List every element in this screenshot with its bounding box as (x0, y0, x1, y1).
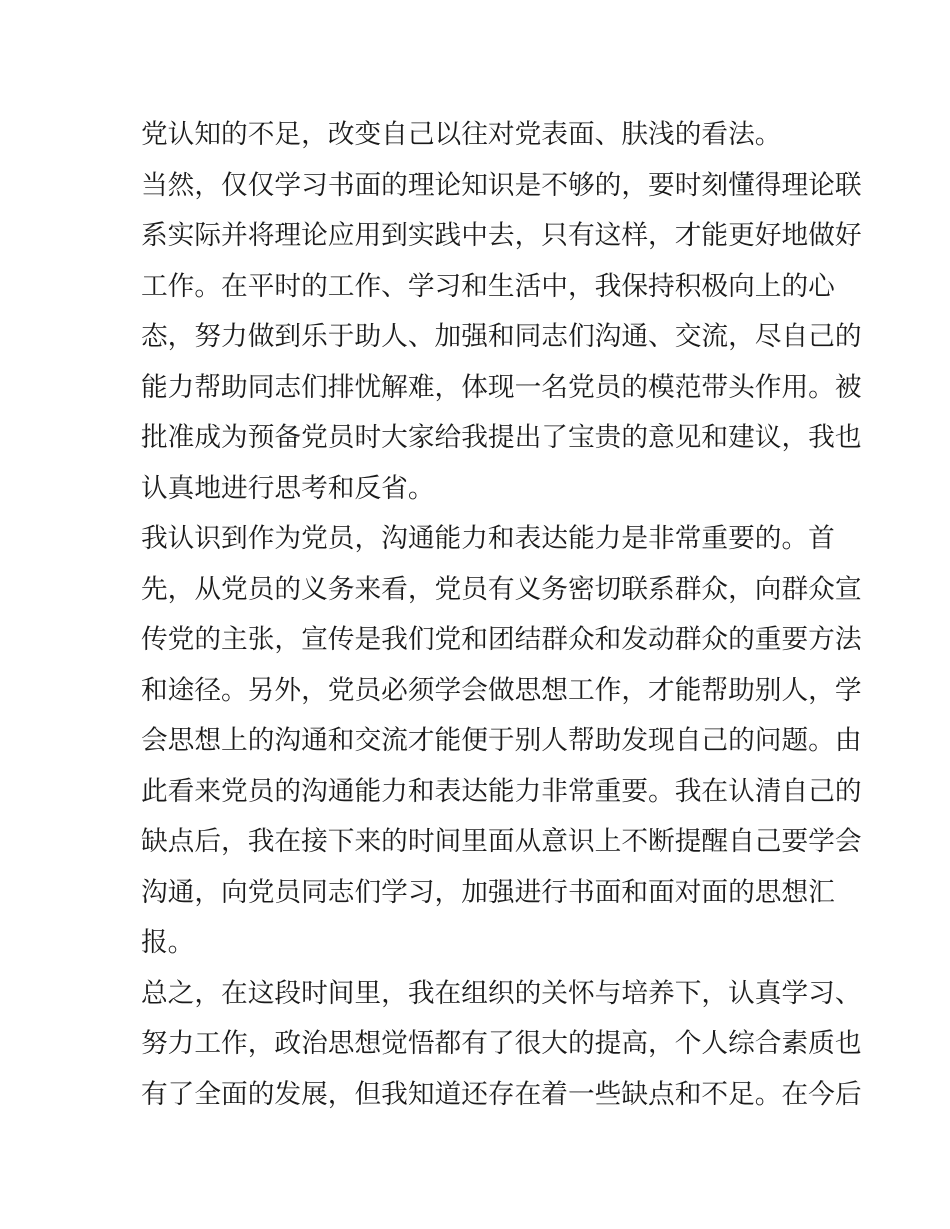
text-line: 和途径。另外，党员必须学会做思想工作，才能帮助别人，学 (141, 674, 862, 706)
text-line: 努力工作，政治思想觉悟都有了很大的提高，个人综合素质也 (141, 1028, 862, 1059)
text-line: 报。 (141, 927, 195, 958)
document-body (141, 110, 862, 1120)
text-line: 认真地进行思考和反省。 (141, 472, 435, 504)
text-line: 总之，在这段时间里，我在组织的关怀与培养下，认真学习、 (141, 977, 862, 1009)
text-line: 传党的主张，宣传是我们党和团结群众和发动群众的重要方法 (141, 624, 862, 655)
text-line: 有了全面的发展，但我知道还存在着一些缺点和不足。在今后 (141, 1078, 862, 1110)
text-line: 缺点后，我在接下来的时间里面从意识上不断提醒自己要学会 (141, 826, 862, 857)
text-line: 批准成为预备党员时大家给我提出了宝贵的意见和建议，我也 (141, 422, 862, 453)
text-line: 党认知的不足，改变自己以往对党表面、肤浅的看法。 (141, 119, 782, 150)
text-line: 能力帮助同志们排忧解难，体现一名党员的模范带头作用。被 (141, 371, 862, 403)
text-line: 系实际并将理论应用到实践中去，只有这样，才能更好地做好 (141, 220, 862, 251)
text-line: 态，努力做到乐于助人、加强和同志们沟通、交流，尽自己的 (141, 321, 862, 352)
text-line: 先，从党员的义务来看，党员有义务密切联系群众，向群众宣 (141, 573, 862, 605)
text-line: 此看来党员的沟通能力和表达能力非常重要。我在认清自己的 (141, 775, 862, 807)
text-line: 会思想上的沟通和交流才能便于别人帮助发现自己的问题。由 (141, 725, 862, 756)
text-line: 我认识到作为党员，沟通能力和表达能力是非常重要的。首 (141, 523, 835, 554)
text-line: 当然，仅仅学习书面的理论知识是不够的，要时刻懂得理论联 (141, 169, 862, 201)
text-line: 沟通，向党员同志们学习，加强进行书面和面对面的思想汇 (141, 876, 835, 908)
text-line: 工作。在平时的工作、学习和生活中，我保持积极向上的心 (141, 270, 835, 302)
